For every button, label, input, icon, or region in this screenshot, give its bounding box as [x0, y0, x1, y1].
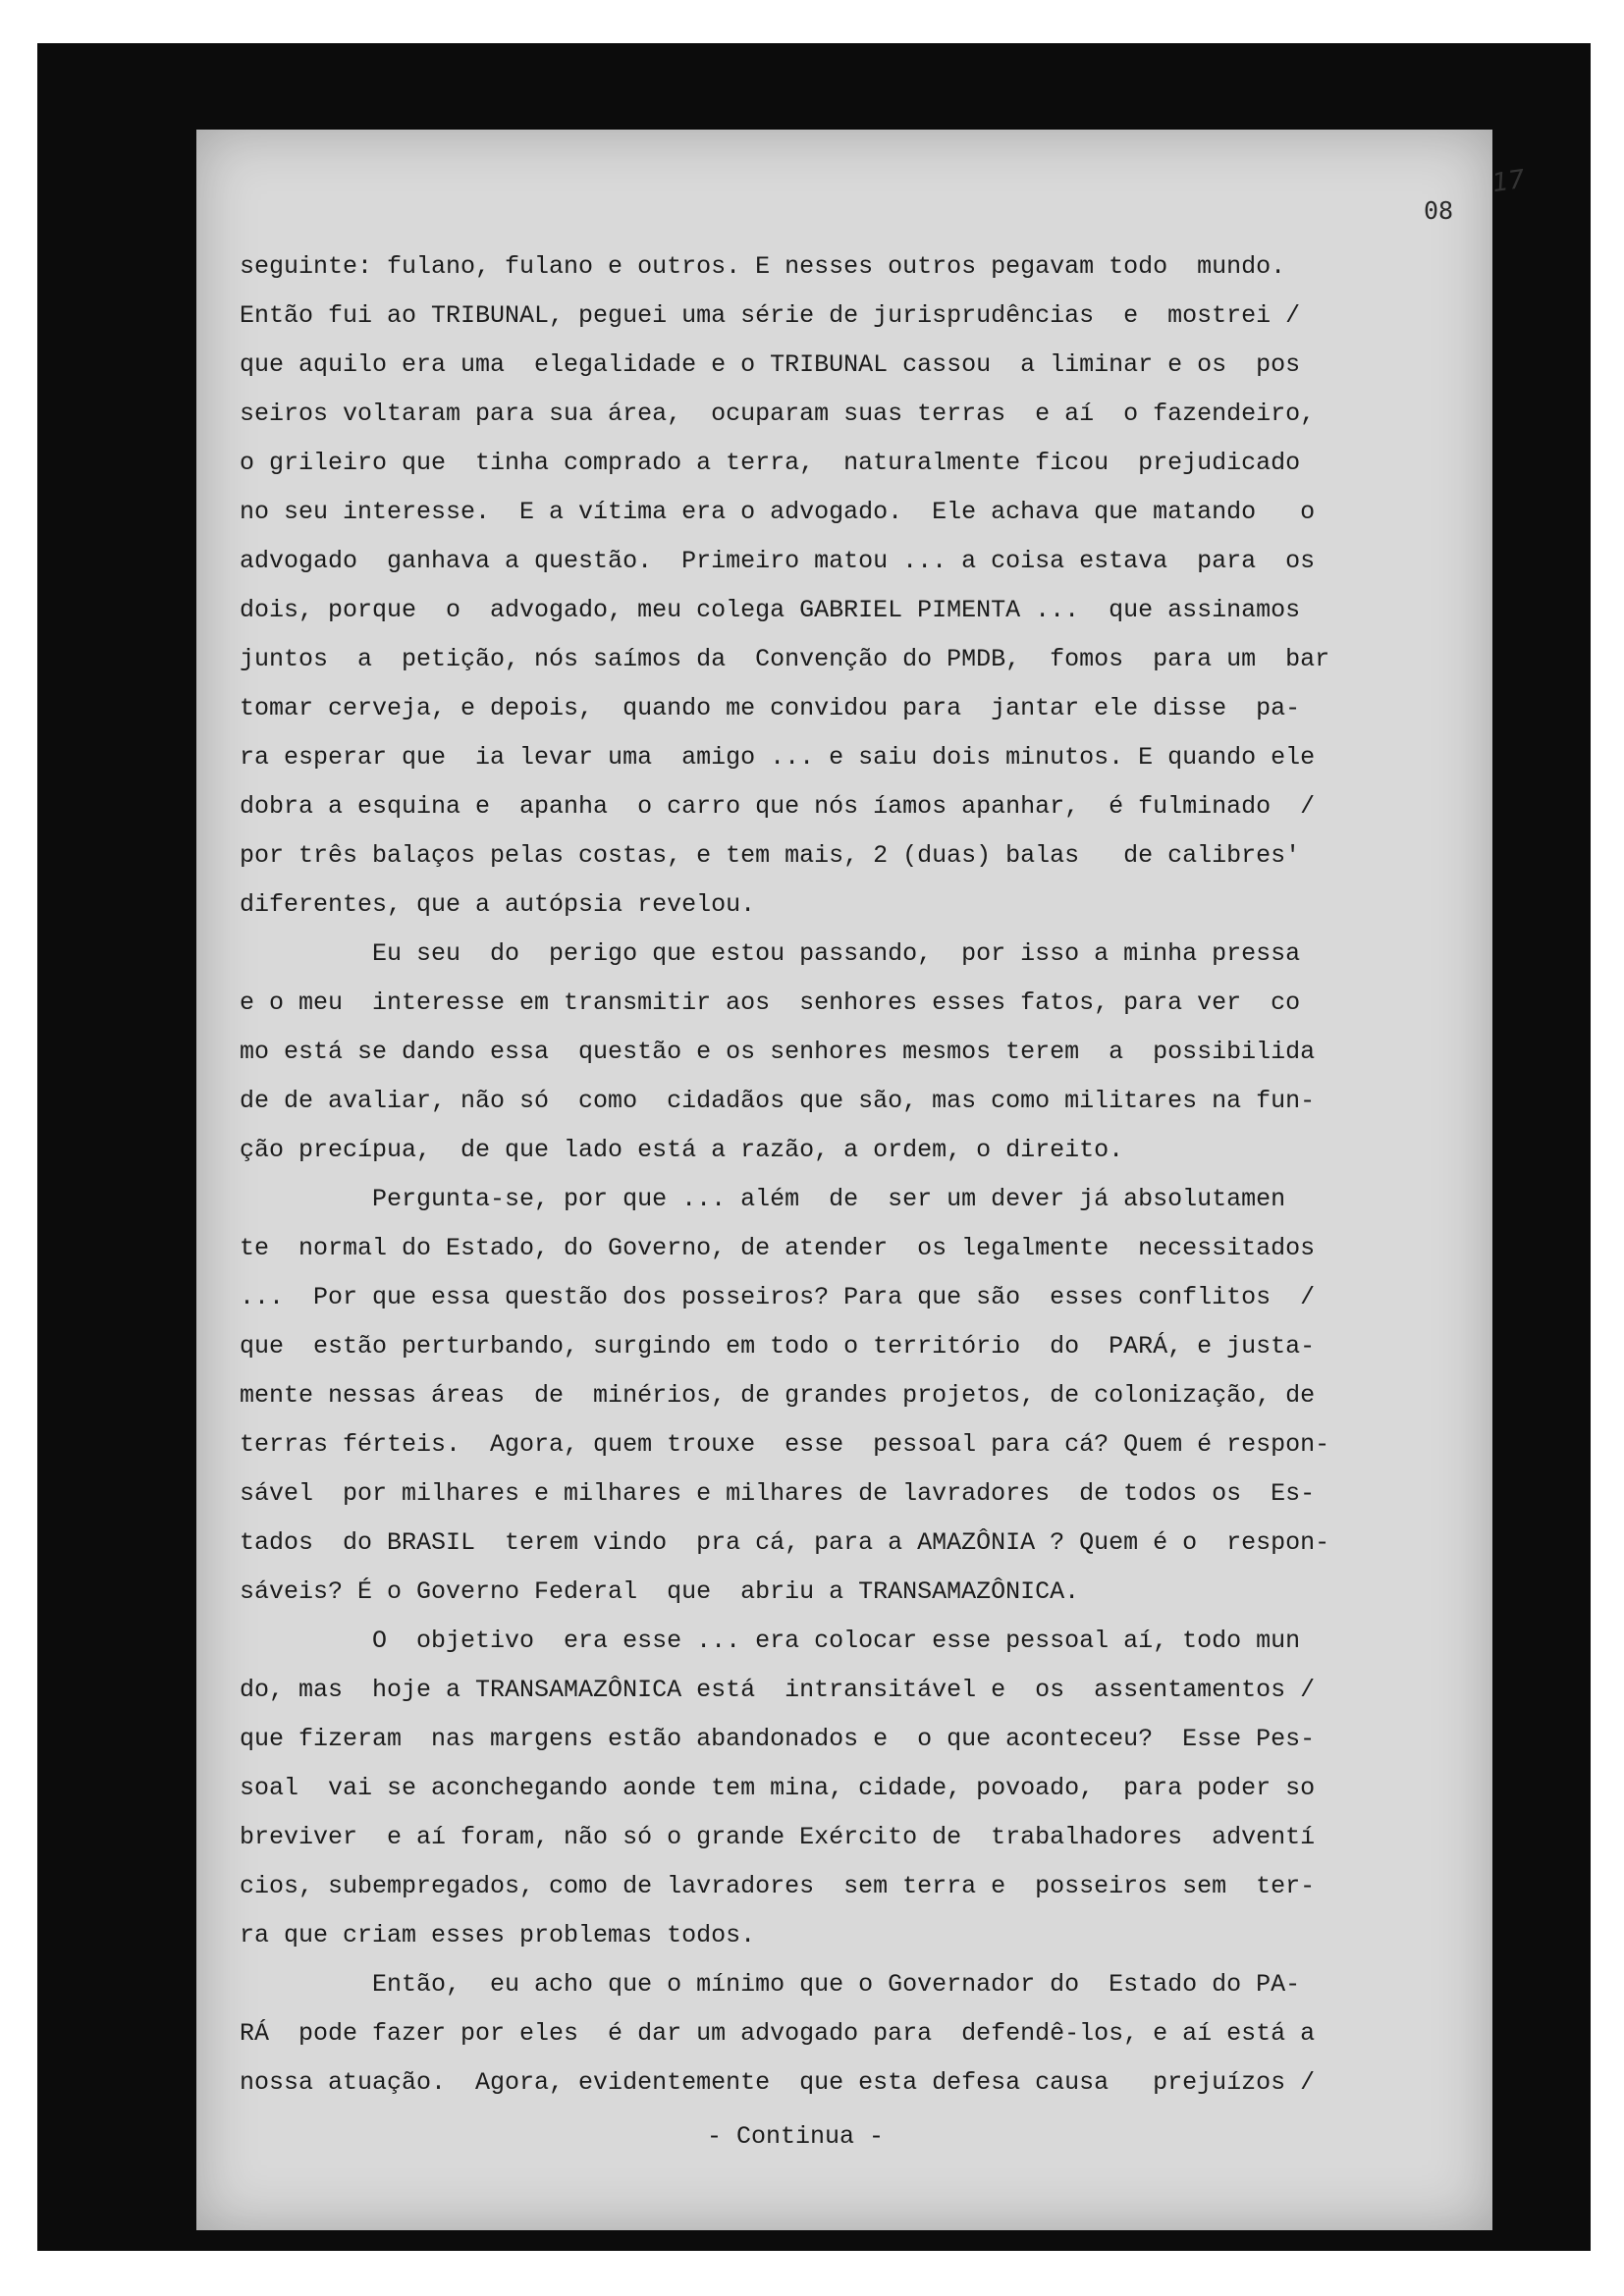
text-line: mente nessas áreas de minérios, de grandes projetos, de colonização, de [240, 1381, 1316, 1410]
text-line: ra esperar que ia levar uma amigo ... e saiu dois minutos. E quando ele [240, 743, 1316, 772]
text-line: Pergunta-se, por que ... além de ser um dever já absolutamen [240, 1185, 1286, 1213]
text-line: Então fui ao TRIBUNAL, peguei uma série de jurisprudências e mostrei / [240, 301, 1301, 330]
text-line: dobra a esquina e apanha o carro que nós íamos apanhar, é fulminado / [240, 792, 1316, 821]
text-line: soal vai se aconchegando aonde tem mina, cidade, povoado, para poder so [240, 1774, 1316, 1802]
text-line: que estão perturbando, surgindo em todo o território do PARÁ, e justa- [240, 1332, 1316, 1361]
text-line: de de avaliar, não só como cidadãos que são, mas como militares na fun- [240, 1087, 1316, 1115]
text-line: advogado ganhava a questão. Primeiro matou ... a coisa estava para os [240, 547, 1316, 575]
text-line: o grileiro que tinha comprado a terra, naturalmente ficou prejudicado [240, 449, 1301, 477]
document-page [196, 130, 1528, 2230]
text-line: seguinte: fulano, fulano e outros. E nesses outros pegavam todo mundo. [240, 252, 1286, 281]
page-number: 08 [1424, 196, 1454, 225]
text-line: diferentes, que a autópsia revelou. [240, 890, 756, 919]
text-line: terras férteis. Agora, quem trouxe esse pessoal para cá? Quem é respon- [240, 1430, 1330, 1459]
text-line: que aquilo era uma elegalidade e o TRIBUNAL cassou a liminar e os pos [240, 350, 1301, 379]
typed-body-text [240, 242, 1487, 2108]
text-line: nossa atuação. Agora, evidentemente que esta defesa causa prejuízos / [240, 2068, 1316, 2097]
text-line: por três balaços pelas costas, e tem mais, 2 (duas) balas de calibres' [240, 841, 1301, 870]
scan-border [37, 43, 1591, 2251]
text-line: breviver e aí foram, não só o grande Exército de trabalhadores adventí [240, 1823, 1316, 1851]
text-line: Eu seu do perigo que estou passando, por isso a minha pressa [240, 939, 1301, 968]
text-line: que fizeram nas margens estão abandonados e o que aconteceu? Esse Pes- [240, 1725, 1316, 1753]
text-line: sável por milhares e milhares e milhares de lavradores de todos os Es- [240, 1479, 1316, 1508]
text-line: tomar cerveja, e depois, quando me convidou para jantar ele disse pa- [240, 694, 1301, 722]
text-line: ra que criam esses problemas todos. [240, 1921, 756, 1949]
text-line: do, mas hoje a TRANSAMAZÔNICA está intransitável e os assentamentos / [240, 1676, 1316, 1704]
handwritten-stamp: 17 [1490, 164, 1528, 199]
text-line: cios, subempregados, como de lavradores sem terra e posseiros sem ter- [240, 1872, 1316, 1900]
text-line: te normal do Estado, do Governo, de atender os legalmente necessitados [240, 1234, 1316, 1262]
text-line: dois, porque o advogado, meu colega GABRIEL PIMENTA ... que assinamos [240, 596, 1301, 624]
text-line: e o meu interesse em transmitir aos senhores esses fatos, para ver co [240, 988, 1301, 1017]
text-line: Então, eu acho que o mínimo que o Governador do Estado do PA- [240, 1970, 1301, 1999]
text-line: sáveis? É o Governo Federal que abriu a TRANSAMAZÔNICA. [240, 1577, 1080, 1606]
text-line: O objetivo era esse ... era colocar esse pessoal aí, todo mun [240, 1627, 1301, 1655]
text-line: juntos a petição, nós saímos da Convenção do PMDB, fomos para um bar [240, 645, 1330, 673]
continua-footer: - Continua - [707, 2122, 885, 2151]
text-line: ... Por que essa questão dos posseiros? Para que são esses conflitos / [240, 1283, 1316, 1311]
text-line: ção precípua, de que lado está a razão, a ordem, o direito. [240, 1136, 1124, 1164]
text-line: seiros voltaram para sua área, ocuparam suas terras e aí o fazendeiro, [240, 400, 1316, 428]
text-line: no seu interesse. E a vítima era o advogado. Ele achava que matando o [240, 498, 1316, 526]
text-line: mo está se dando essa questão e os senhores mesmos terem a possibilida [240, 1038, 1316, 1066]
text-line: RÁ pode fazer por eles é dar um advogado para defendê-los, e aí está a [240, 2019, 1316, 2048]
text-line: tados do BRASIL terem vindo pra cá, para a AMAZÔNIA ? Quem é o respon- [240, 1528, 1330, 1557]
